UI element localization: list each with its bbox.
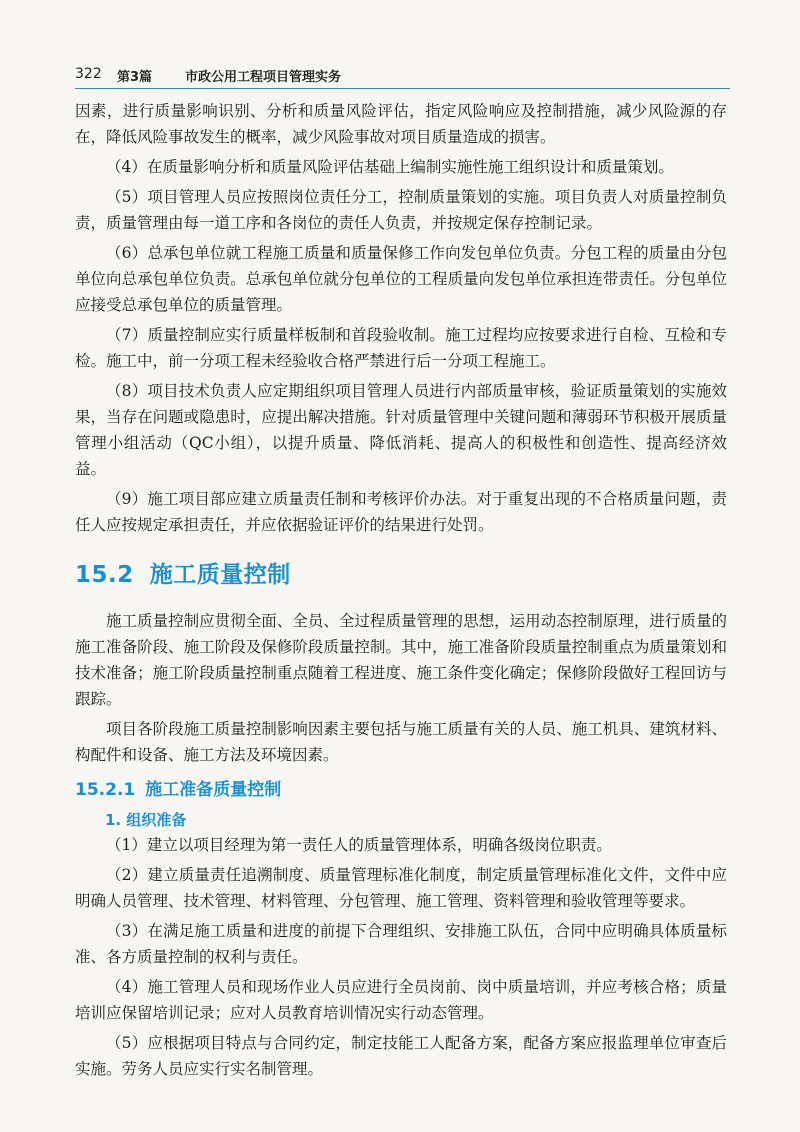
part-label: 第3篇	[117, 70, 153, 85]
section-number: 15.2	[75, 562, 134, 588]
body-paragraph: 因素，进行质量影响识别、分析和质量风险评估，指定风险响应及控制措施，减少风险源的存在，降低风险事故发生的概率，减少风险事故对项目质量造成的损害。	[75, 102, 727, 146]
header-rule	[75, 88, 730, 89]
body-paragraph: （4）施工管理人员和现场作业人员应进行全员岗前、岗中质量培训，并应考核合格；质量培训应保留培训记录；应对人员教育培训情况实行动态管理。	[75, 978, 727, 1022]
body-paragraph: （1）建立以项目经理为第一责任人的质量管理体系，明确各级岗位职责。	[106, 836, 612, 854]
body-paragraph: （2）建立质量责任追溯制度、质量管理标准化制度，制定质量管理标准化文件，文件中应明确人员管理、技术管理、材料管理、分包管理、施工管理、资料管理和验收管理等要求。	[75, 866, 727, 910]
page-content	[75, 98, 727, 1086]
body-paragraph: 施工质量控制应贯彻全面、全员、全过程质量管理的思想，运用动态控制原理，进行质量的施工准备阶段、施工阶段及保修阶段质量控制。其中，施工准备阶段质量控制重点为质量策划和技术准备；施工阶段质量控制重点随着工程进度、施工条件变化确定；保修阶段做好工程回访与跟踪。	[75, 612, 727, 708]
subsection-title: 施工准备质量控制	[145, 780, 282, 800]
subsection-heading	[75, 778, 727, 802]
body-paragraph: （8）项目技术负责人应定期组织项目管理人员进行内部质量审核，验证质量策划的实施效果，当存在问题或隐患时，应提出解决措施。针对质量管理中关键问题和薄弱环节积极开展质量管理小组活动（QC小组），以提升质量、降低消耗、提高人的积极性和创造性、提高经济效益。	[75, 382, 727, 478]
subsection-number: 15.2.1	[75, 780, 136, 800]
body-paragraph: （4）在质量影响分析和质量风险评估基础上编制实施性施工组织设计和质量策划。	[106, 158, 674, 176]
body-paragraph: （3）在满足施工质量和进度的前提下合理组织、安排施工队伍，合同中应明确具体质量标准、各方质量控制的权利与责任。	[75, 922, 727, 966]
body-paragraph: （6）总承包单位就工程施工质量和质量保修工作向发包单位负责。分包工程的质量由分包单位向总承包单位负责。总承包单位就分包单位的工程质量向发包单位承担连带责任。分包单位应接受总承包单位的质量管理。	[75, 244, 727, 314]
item-heading: 1. 组织准备	[105, 811, 187, 829]
body-paragraph: （5）应根据项目特点与合同约定，制定技能工人配备方案，配备方案应报监理单位审查后实施。劳务人员应实行实名制管理。	[75, 1034, 727, 1078]
page-number: 322	[75, 66, 102, 82]
body-paragraph: （7）质量控制应实行质量样板制和首段验收制。施工过程均应按要求进行自检、互检和专检。施工中，前一分项工程未经验收合格严禁进行后一分项工程施工。	[75, 326, 727, 370]
section-title: 施工质量控制	[149, 562, 291, 588]
body-paragraph: （9）施工项目部应建立质量责任制和考核评价办法。对于重复出现的不合格质量问题，责任人应按规定承担责任，并应依据验证评价的结果进行处罚。	[75, 490, 727, 534]
book-title: 市政公用工程项目管理实务	[185, 70, 342, 85]
section-heading	[75, 560, 727, 590]
body-paragraph: 项目各阶段施工质量控制影响因素主要包括与施工质量有关的人员、施工机具、建筑材料、构配件和设备、施工方法及环境因素。	[75, 720, 727, 764]
running-header	[75, 64, 730, 88]
body-paragraph: （5）项目管理人员应按照岗位责任分工，控制质量策划的实施。项目负责人对质量控制负责，质量管理由每一道工序和各岗位的责任人负责，并按规定保存控制记录。	[75, 188, 727, 232]
